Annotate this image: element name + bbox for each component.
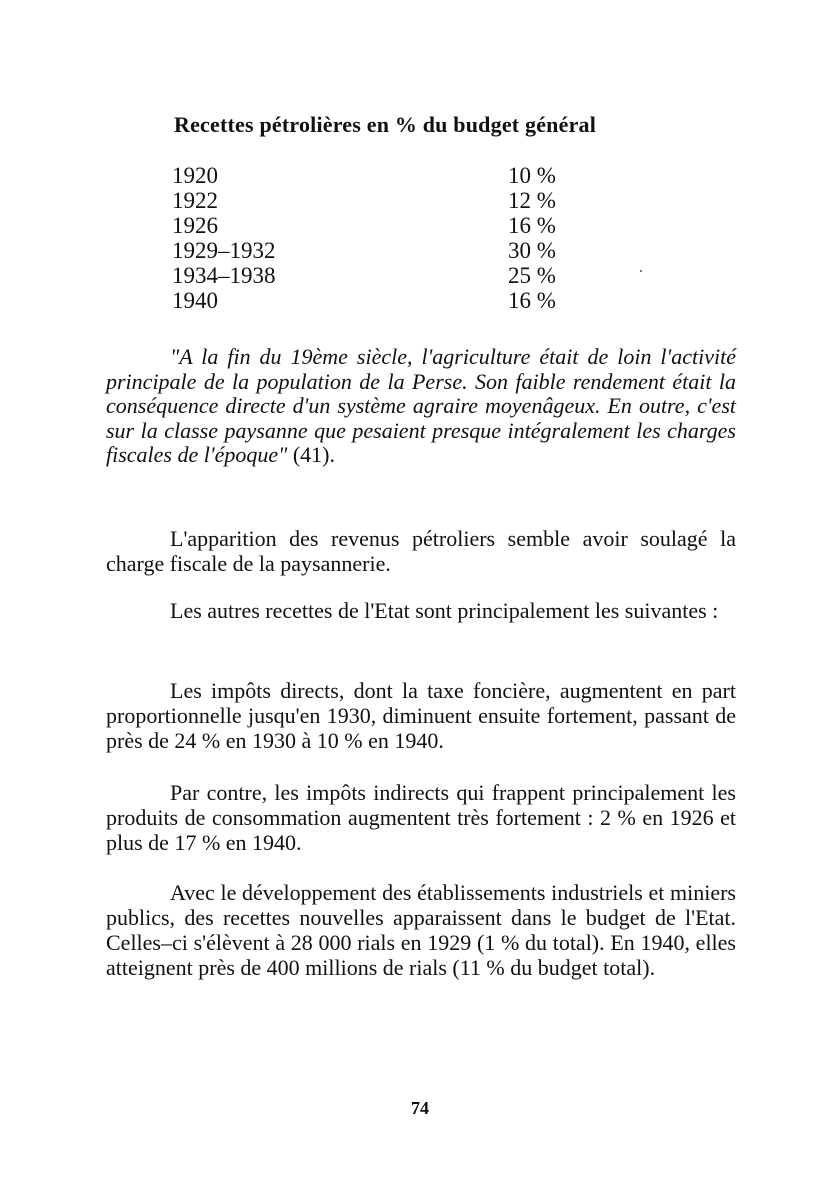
table-value: 16 % — [508, 288, 556, 313]
body-paragraph: Par contre, les impôts indirects qui frappent principalement les produits de consommation augmentent très fortement : 2 % en 1926 et plus de 17 % en 1940. — [106, 780, 736, 855]
table-row — [172, 263, 592, 288]
table-value: 12 % — [508, 188, 556, 213]
page-number: 74 — [411, 1098, 429, 1118]
scan-speck — [640, 270, 642, 272]
body-paragraph: Les autres recettes de l'Etat sont principalement les suivantes : — [170, 598, 719, 623]
body-paragraph: Les impôts directs, dont la taxe foncière, augmentent en part proportionnelle jusqu'en 1930, diminuent ensuite fortement, passant de près de 24 % en 1930 à 10 % en 1940. — [106, 678, 736, 753]
table-year: 1934–1938 — [172, 263, 276, 288]
table-value: 10 % — [508, 163, 556, 188]
table-value: 25 % — [508, 263, 556, 288]
table-year: 1929–1932 — [172, 238, 276, 263]
table-row — [172, 213, 592, 238]
table-year: 1920 — [172, 163, 218, 188]
quote-text: "A la fin du 19ème siècle, l'agriculture était de loin l'activité principale de la population de la Perse. Son faible rendement était la conséquence directe d'un système agraire moyenâgeux. En outre, c'est sur la classe paysanne que pesaient presque intégralement les charges fiscales de l'époque" — [106, 344, 736, 467]
quote-reference: (41). — [292, 442, 335, 467]
body-paragraph: L'apparition des revenus pétroliers semble avoir soulagé la charge fiscale de la paysannerie. — [106, 526, 736, 576]
table-row — [172, 163, 592, 188]
table-row — [172, 238, 592, 263]
body-paragraph: Avec le développement des établissements industriels et miniers publics, des recettes nouvelles apparaissent dans le budget de l'Etat. Celles–ci s'élèvent à 28 000 rials en 1929 (1 % du total). En 1940, elles atteignent près de 400 millions de rials (11 % du budget total). — [106, 880, 736, 980]
table-year: 1922 — [172, 188, 218, 213]
table-row — [172, 188, 592, 213]
table-value: 30 % — [508, 238, 556, 263]
table-row — [172, 288, 592, 313]
table-year: 1926 — [172, 213, 218, 238]
quote-paragraph — [106, 345, 736, 468]
table-year: 1940 — [172, 288, 218, 313]
table-title: Recettes pétrolières en % du budget général — [174, 112, 597, 137]
table-value: 16 % — [508, 213, 556, 238]
revenue-table — [172, 163, 592, 313]
